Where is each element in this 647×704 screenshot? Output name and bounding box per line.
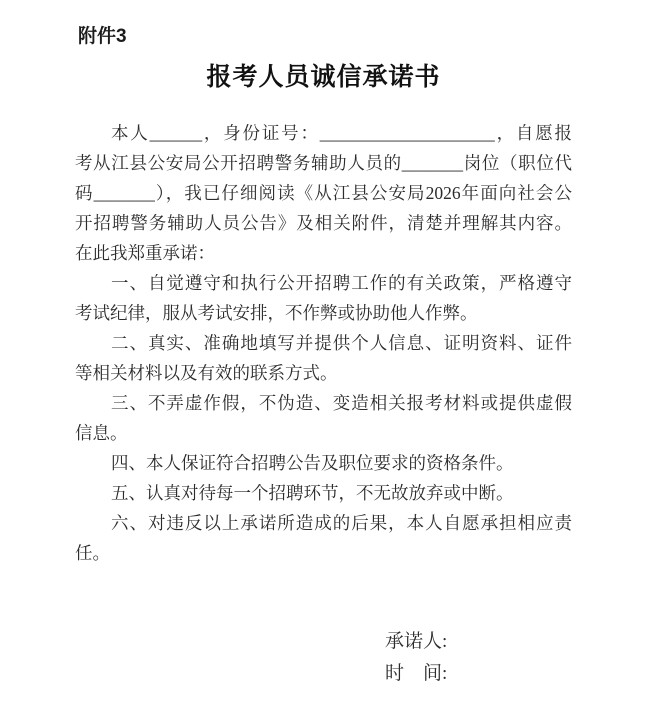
signature-block	[0, 626, 647, 690]
body-line: 任。	[75, 543, 110, 563]
body-line: 信息。	[75, 423, 128, 443]
body-line: 四、本人保证符合招聘公告及职位要求的资格条件。	[111, 453, 514, 473]
date-label: 时 间:	[385, 663, 448, 684]
body-line: 码_______），我已仔细阅读《从江县公安局2026年面向社会公	[75, 183, 572, 203]
body-line: 等相关材料以及有效的联系方式。	[75, 363, 338, 383]
page-title: 报考人员诚信承诺书	[206, 63, 441, 91]
body-line: 本人______，身份证号：____________________，自愿报	[111, 123, 572, 143]
attachment-label: 附件3	[78, 26, 127, 47]
body-line: 五、认真对待每一个招聘环节，不无故放弃或中断。	[111, 483, 514, 503]
body-line: 考试纪律，服从考试安排，不作弊或协助他人作弊。	[75, 303, 478, 323]
body-line: 开招聘警务辅助人员公告》及相关附件，清楚并理解其内容。	[75, 213, 572, 233]
body-line: 三、不弄虚作假，不伪造、变造相关报考材料或提供虚假	[111, 393, 572, 413]
promiser-label: 承诺人:	[385, 631, 448, 652]
body-text-block	[75, 118, 572, 568]
body-line: 一、自觉遵守和执行公开招聘工作的有关政策，严格遵守	[111, 273, 572, 293]
body-line: 考从江县公安局公开招聘警务辅助人员的_______岗位（职位代	[75, 153, 572, 173]
body-line: 在此我郑重承诺：	[75, 243, 215, 263]
body-line: 二、真实、准确地填写并提供个人信息、证明资料、证件	[111, 333, 572, 353]
body-line: 六、对违反以上承诺所造成的后果，本人自愿承担相应责	[111, 513, 572, 533]
